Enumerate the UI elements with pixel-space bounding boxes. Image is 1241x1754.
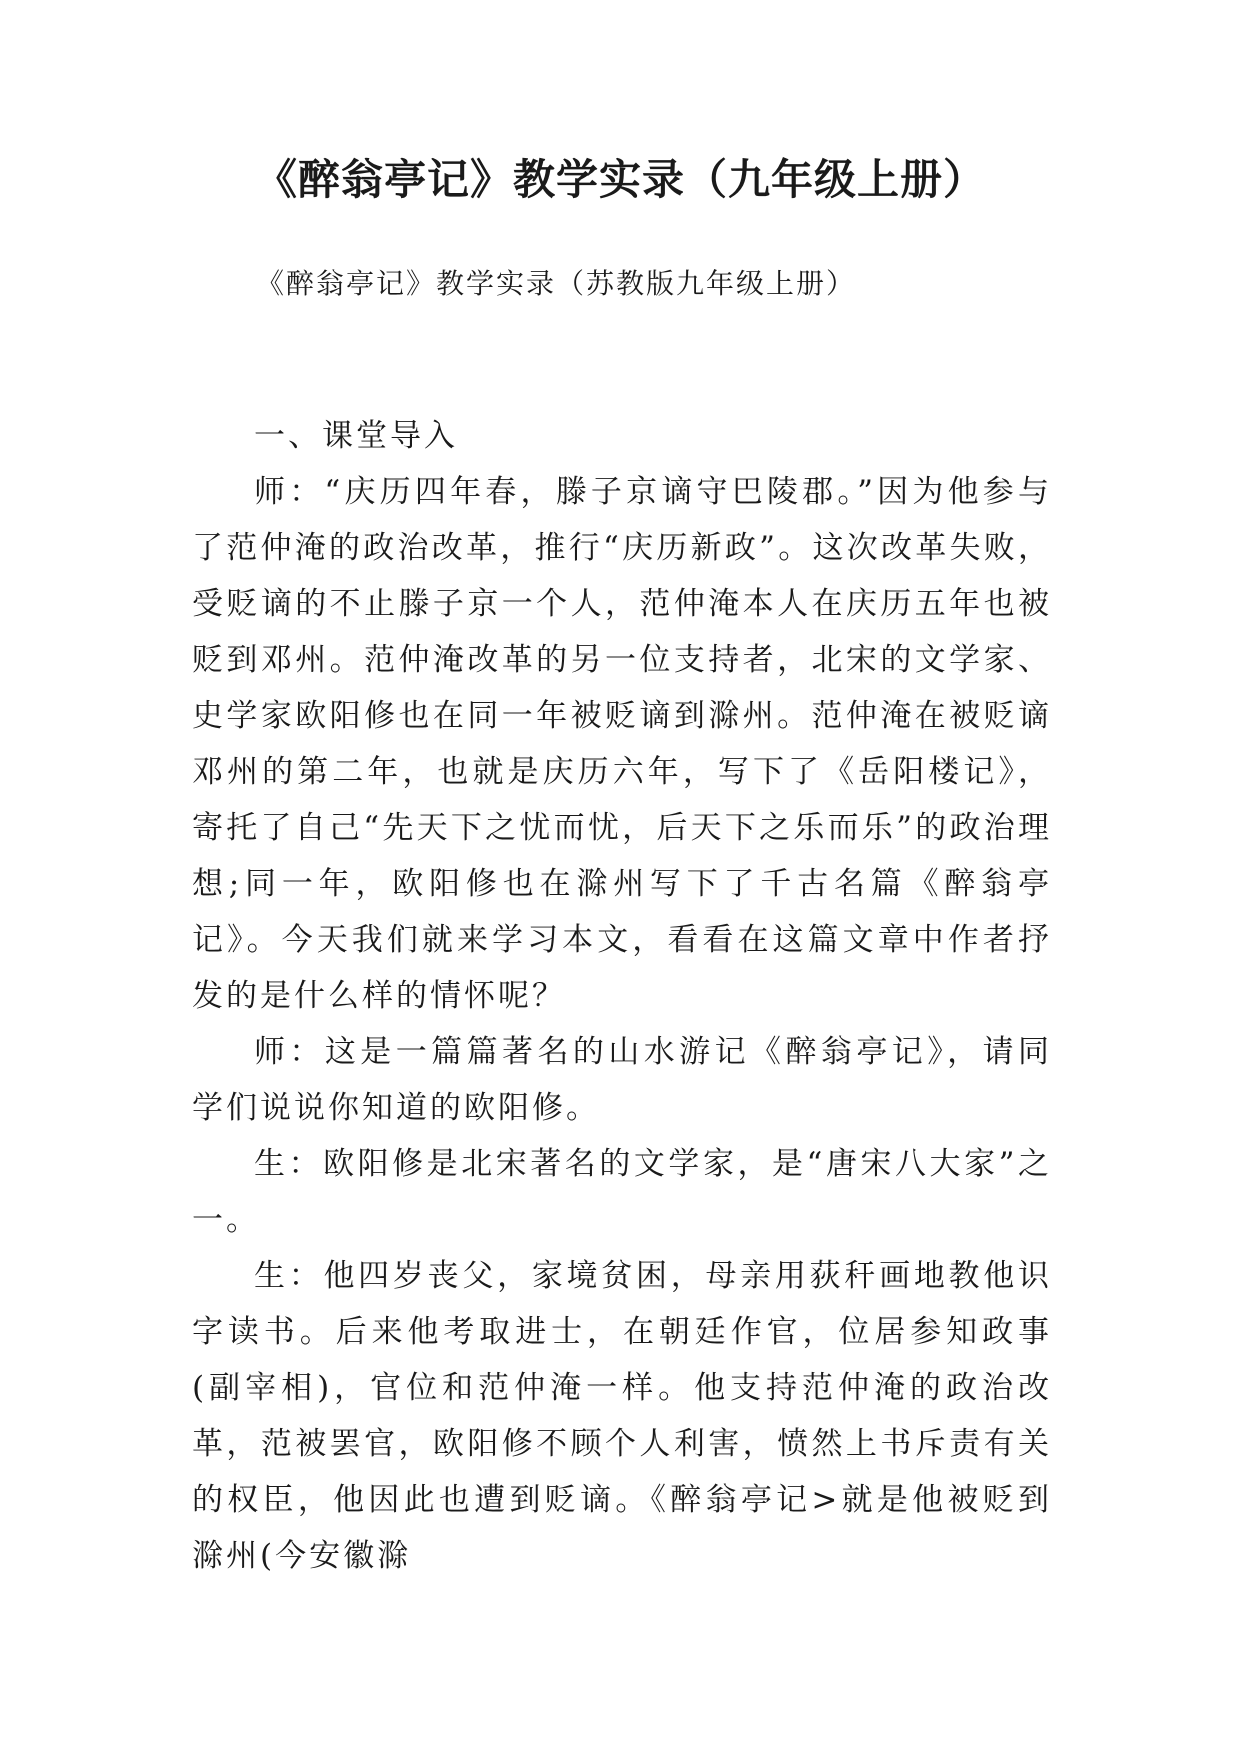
body-paragraph: 师：这是一篇篇著名的山水游记《醉翁亭记》，请同学们说说你知道的欧阳修。 [192, 1034, 1052, 1126]
body-paragraph: 生：欧阳修是北宋著名的文学家，是“唐宋八大家”之一。 [192, 1146, 1052, 1238]
document-body [192, 408, 1052, 1584]
document-title: 《醉翁亭记》教学实录（九年级上册） [254, 155, 986, 204]
body-paragraph: 师：“庆历四年春，滕子京谪守巴陵郡。”因为他参与了范仲淹的政治改革，推行“庆历新政”。这次改革失败，受贬谪的不止滕子京一个人，范仲淹本人在庆历五年也被贬到邓州。范仲淹改革的另一位支持者，北宋的文学家、史学家欧阳修也在同一年被贬谪到滁州。范仲淹在被贬谪邓州的第二年，也就是庆历六年，写下了《岳阳楼记》，寄托了自己“先天下之忧而忧，后天下之乐而乐”的政治理想;同一年，欧阳修也在滁州写下了千古名篇《醉翁亭记》。今天我们就来学习本文，看看在这篇文章中作者抒发的是什么样的情怀呢？ [192, 474, 1052, 1014]
document-subtitle: 《醉翁亭记》教学实录（苏教版九年级上册） [256, 267, 857, 300]
section-heading: 一、课堂导入 [254, 418, 458, 454]
body-paragraph: 生：他四岁丧父，家境贫困，母亲用荻秆画地教他识字读书。后来他考取进士，在朝廷作官，位居参知政事(副宰相)，官位和范仲淹一样。他支持范仲淹的政治改革，范被罢官，欧阳修不顾个人利害，愤然上书斥责有关的权臣，他因此也遭到贬谪。《醉翁亭记>就是他被贬到滁州(今安徽滁 [192, 1258, 1052, 1574]
